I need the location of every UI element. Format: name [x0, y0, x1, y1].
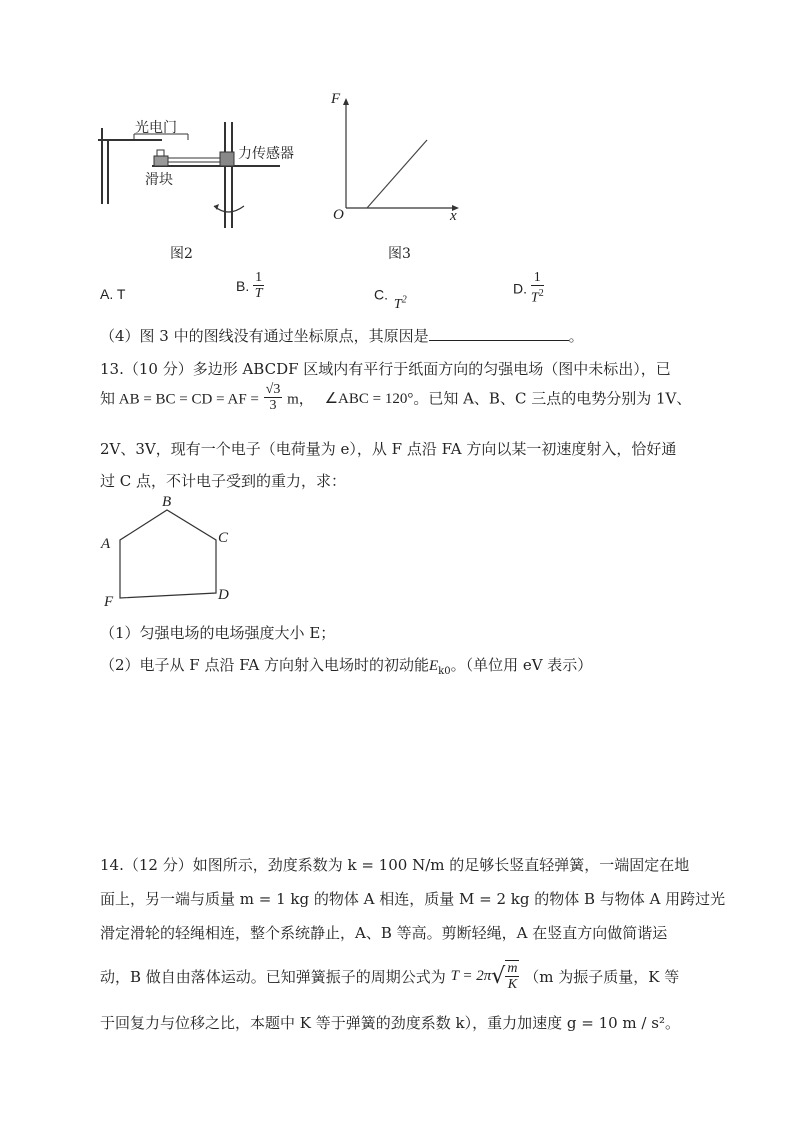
question-13-sub-2: （2）电子从 F 点沿 FA 方向射入电场时的初动能$E_{k0}$。（单位用 eV 表示）	[100, 656, 593, 677]
figure-2-label-block: 滑块	[145, 172, 173, 188]
graph-line	[367, 140, 427, 208]
figure-2-label-sensor: 力传感器	[238, 146, 294, 162]
figure-3-axis-y: F	[331, 91, 341, 107]
question-13-line-3: 2V、3V，现有一个电子（电荷量为 e），从 F 点沿 FA 方向以某一初速度射入，恰好通	[100, 440, 677, 458]
figure-3-graph	[325, 90, 465, 230]
option-c: C. $T^2$	[374, 286, 407, 312]
question-14-line-1: 14.（12 分）如图所示，劲度系数为 k = 100 N/m 的足够长竖直轻弹簧，一端固定在地	[100, 856, 690, 874]
figure-3-origin: O	[333, 207, 344, 223]
question-12-4: （4）图 3 中的图线没有通过坐标原点，其原因是 。	[100, 327, 584, 345]
question-14-line-2: 面上，另一端与质量 m = 1 kg 的物体 A 相连，质量 M = 2 kg 的物体 B 与物体 A 用跨过光	[100, 890, 726, 908]
question-13-line-4: 过 C 点，不计电子受到的重力，求：	[100, 472, 347, 490]
option-b: B. $\frac{1}{T}$	[236, 270, 263, 301]
question-13-line-2: 知 AB = BC = CD = AF = $\frac{√3}{3}$ m， ∠ABC = 120°。已知 A、B、C 三点的电势分别为 1V、	[100, 382, 692, 413]
point-b: B	[162, 494, 172, 510]
question-13-line-1: 13.（10 分）多边形 ABCDF 区域内有平行于纸面方向的匀强电场（图中未标出），已	[100, 360, 671, 378]
question-13-sub-1: （1）匀强电场的电场强度大小 E；	[100, 624, 336, 642]
question-14-line-5: 于回复力与位移之比，本题中 K 等于弹簧的劲度系数 k），重力加速度 g = 10 m / s²。	[100, 1014, 680, 1032]
point-a: A	[101, 536, 111, 552]
question-14-line-4: 动，B 做自由落体运动。已知弹簧振子的周期公式为 T = 2π√ $\frac{m}{K}$ （m 为振子质量，K 等	[100, 961, 680, 992]
point-c: C	[218, 530, 229, 546]
answer-blank[interactable]	[429, 326, 569, 341]
figure-3-caption: 图3	[388, 246, 411, 262]
question-14-line-3: 滑定滑轮的轻绳相连，整个系统静止，A、B 等高。剪断轻绳，A 在竖直方向做简谐运	[100, 924, 668, 942]
point-d: D	[218, 587, 229, 603]
option-d: D. $\frac{1}{T^2}$	[513, 270, 544, 306]
figure-3-axis-x: x	[450, 208, 457, 224]
point-f: F	[104, 594, 114, 610]
figure-2-label-gate: 光电门	[135, 120, 177, 136]
figure-2-caption: 图2	[170, 246, 193, 262]
figure-2-apparatus	[90, 100, 320, 235]
option-a: A. T	[100, 286, 126, 302]
